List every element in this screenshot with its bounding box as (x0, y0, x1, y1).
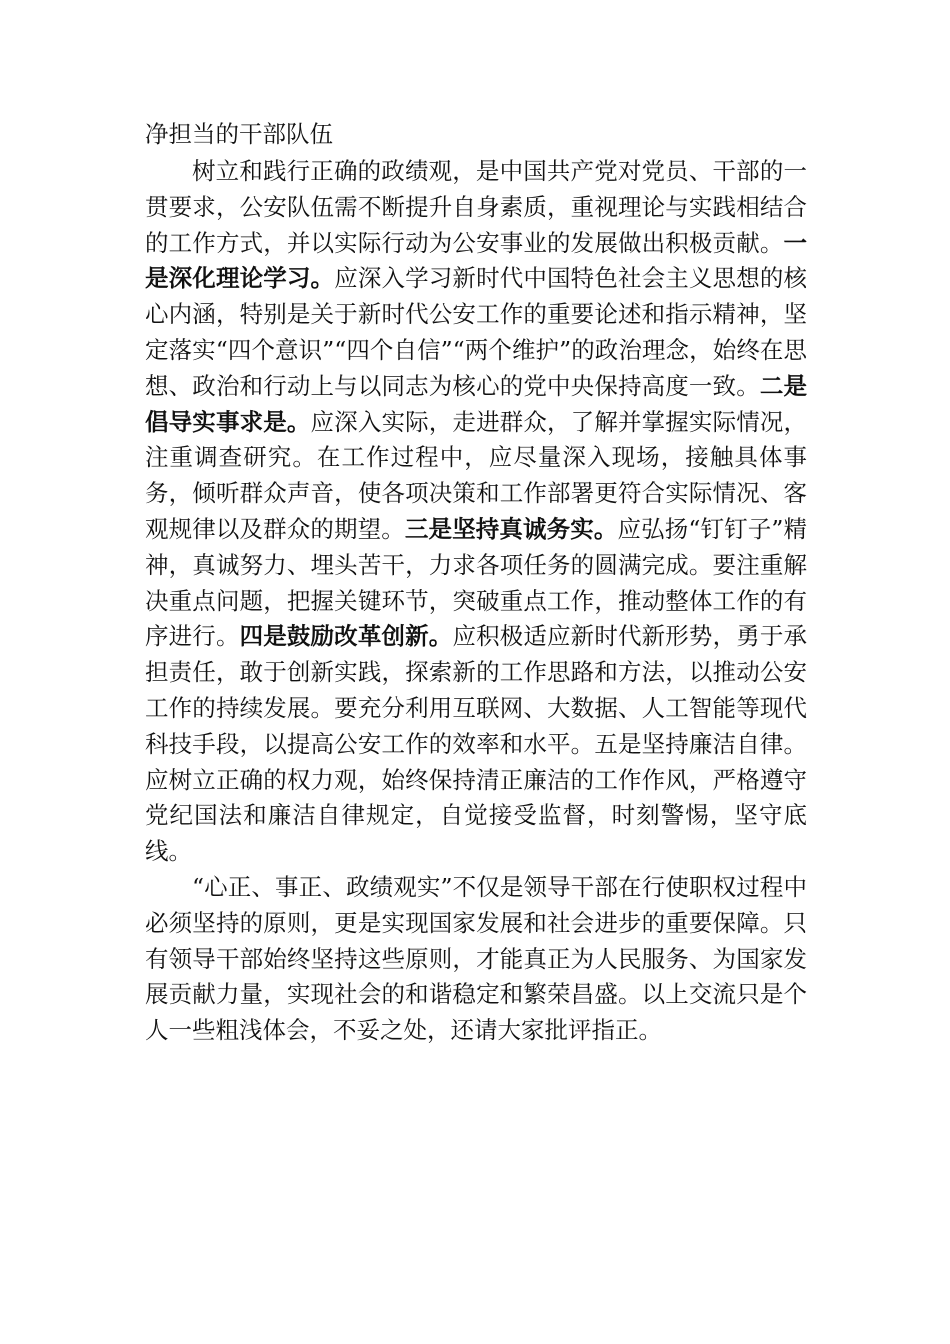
point-1-title: 一是深化理论学习。 (145, 228, 807, 293)
point-4-title: 四是鼓励改革创新。 (239, 622, 453, 651)
point-2-title: 二是倡导实事求是。 (145, 371, 808, 436)
point-3-title: 三是坚持真诚务实。 (404, 514, 618, 543)
document-page (145, 114, 807, 1049)
body-paragraph-2: “心正、事正、政绩观实”不仅是领导干部在行使职权过程中必须坚持的原则，更是实现国家发展和社会进步的重要保障。只有领导干部始终坚持这些原则，才能真正为人民服务、为国家发展贡献力量，实现社会的和谐稳定和繁荣昌盛。以上交流只是个人一些粗浅体会，不妥之处，还请大家批评指正。 (145, 872, 807, 1045)
body-paragraph-1 (145, 154, 807, 870)
point-4-text: 应积极适应新时代新形势，勇于承担责任，敢于创新实践，探索新的工作思路和方法，以推动公安工作的持续发展。要充分利用互联网、大数据、人工智能等现代科技手段，以提高公安工作的效率和水平。五是坚持廉洁自律。应树立正确的权力观，始终保持清正廉洁的工作作风，严格遵守党纪国法和廉洁自律规定，自觉接受监督，时刻警惕，坚守底线。 (145, 622, 808, 866)
paragraph-intro: 树立和践行正确的政绩观，是中国共产党对党员、干部的一贯要求，公安队伍需不断提升自身素质，重视理论与实践相结合的工作方式，并以实际行动为公安事业的发展做出积极贡献。 (145, 157, 807, 257)
section-heading: 净担当的干部队伍 (145, 120, 333, 148)
point-3-text: 应弘扬“钉钉子”精神，真诚努力、埋头苦干，力求各项任务的圆满完成。要注重解决重点问题，把握关键环节，突破重点工作，推动整体工作的有序进行。 (145, 514, 808, 651)
point-1-text: 应深入学习新时代中国特色社会主义思想的核心内涵，特别是关于新时代公安工作的重要论述和指示精神，坚定落实“四个意识”“四个自信”“两个维护”的政治理念，始终在思想、政治和行动上与以同志为核心的党中央保持高度一致。 (145, 264, 808, 400)
point-2-text: 应深入实际，走进群众，了解并掌握实际情况，注重调查研究。在工作过程中，应尽量深入现场，接触具体事务，倾听群众声音，使各项决策和工作部署更符合实际情况、客观规律以及群众的期望。 (145, 407, 808, 543)
